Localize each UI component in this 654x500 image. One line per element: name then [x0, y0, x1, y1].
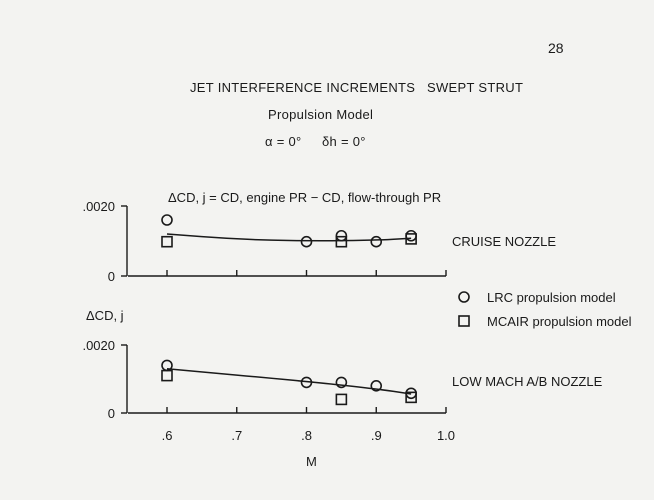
mcair-data-point — [336, 394, 346, 404]
page-number: 28 — [548, 40, 564, 56]
legend-label-lrc: LRC propulsion model — [487, 290, 616, 305]
y-tick-label: 0 — [107, 269, 115, 284]
delta-cd-formula: ΔCD, j = CD, engine PR − CD, flow-through PR — [168, 190, 442, 205]
mcair-data-point — [162, 371, 172, 381]
lrc-data-point — [302, 237, 312, 247]
lrc-data-point — [336, 231, 346, 241]
x-tick-label: .8 — [301, 428, 312, 443]
y-tick-label: .0020 — [82, 199, 115, 214]
low-mach-ab-nozzle-panel — [82, 338, 602, 443]
lrc-data-point — [336, 377, 346, 387]
page-title: JET INTERFERENCE INCREMENTS SWEPT STRUT — [190, 80, 524, 95]
lrc-data-point — [371, 237, 381, 247]
legend-marker-lrc — [459, 292, 469, 302]
x-axis-label: M — [306, 454, 317, 469]
x-tick-label: .6 — [161, 428, 173, 443]
legend — [459, 290, 632, 329]
legend-label-mcair: MCAIR propulsion model — [487, 314, 632, 329]
alpha-condition: α = 0° — [265, 134, 302, 149]
panel-label: LOW MACH A/B NOZZLE — [452, 374, 603, 389]
lrc-data-point — [162, 215, 172, 225]
page-subtitle: Propulsion Model — [268, 107, 374, 122]
delta-h-condition: δh = 0° — [322, 134, 366, 149]
x-tick-label: .7 — [231, 428, 243, 443]
y-tick-label: .0020 — [82, 338, 115, 353]
lrc-data-point — [406, 231, 416, 241]
panel-label: CRUISE NOZZLE — [452, 234, 557, 249]
x-tick-label: 1.0 — [436, 428, 456, 443]
mcair-data-point — [162, 237, 172, 247]
x-tick-label: .9 — [370, 428, 382, 443]
legend-marker-mcair — [459, 316, 469, 326]
cruise-nozzle-panel — [82, 199, 556, 284]
y-tick-label: 0 — [107, 406, 115, 421]
y-axis-label: ΔCD, j — [86, 308, 124, 323]
